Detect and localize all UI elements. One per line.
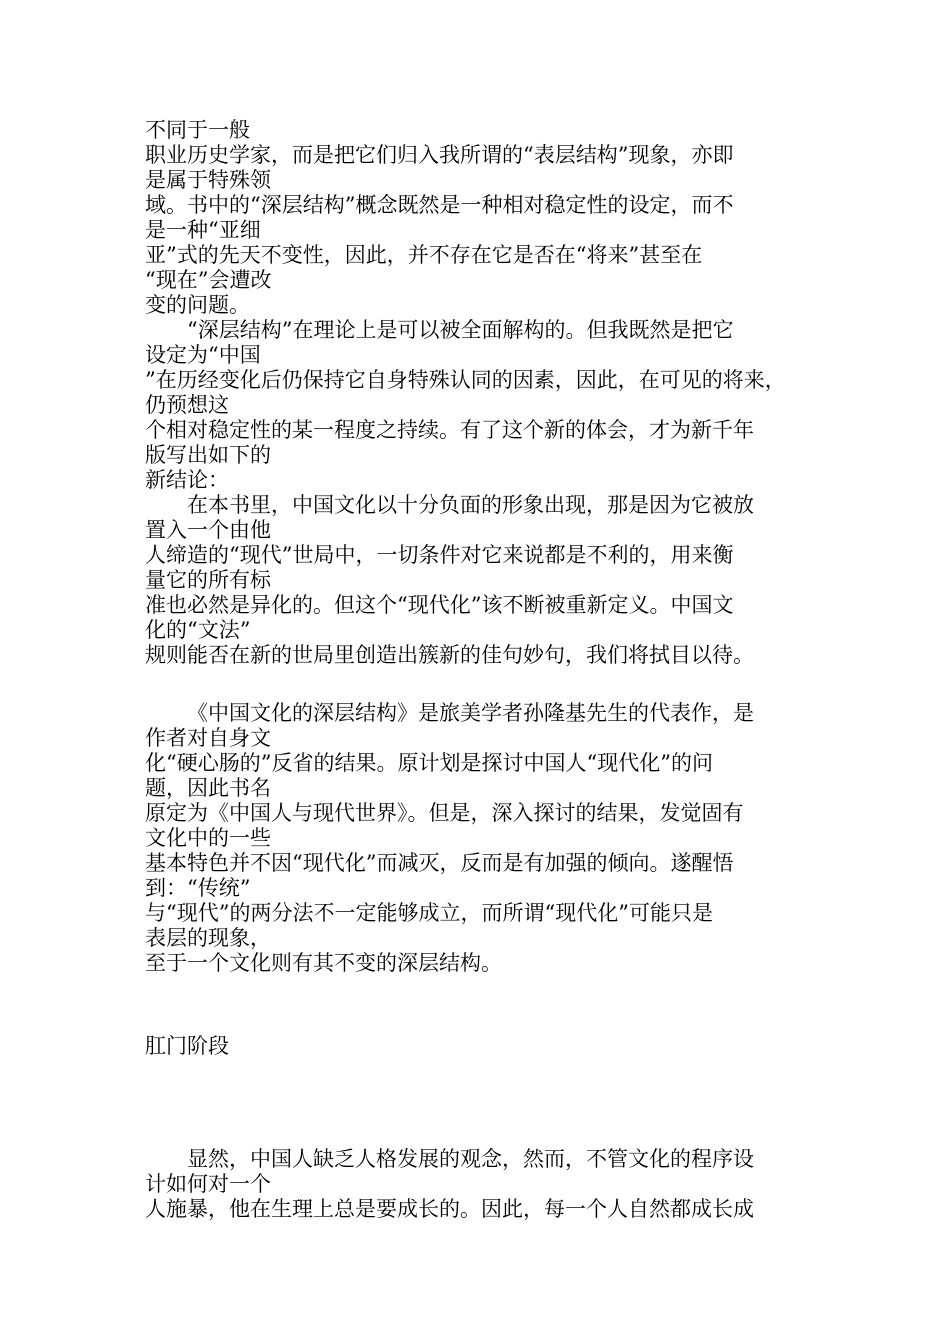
text-line: 不同于一般 <box>145 118 250 142</box>
text-line: “现在”会遭改 <box>145 268 272 292</box>
text-line: 计如何对一个 <box>145 1172 271 1196</box>
section-spacer <box>145 1059 845 1147</box>
paragraph-spacer <box>145 693 845 701</box>
paragraph-book-intro <box>145 701 845 976</box>
text-line: 规则能否在新的世局里创造出簇新的佳句妙句，我们将拭目以待。 <box>145 643 754 667</box>
text-line: 置入一个由他 <box>145 518 271 542</box>
text-line: 在本书里，中国文化以十分负面的形象出现，那是因为它被放 <box>187 493 754 517</box>
text-line: 至于一个文化则有其不变的深层结构。 <box>145 951 502 975</box>
text-line: 人施暴，他在生理上总是要成长的。因此，每一个人自然都成长成 <box>145 1197 754 1221</box>
text-line: 题，因此书名 <box>145 776 271 800</box>
paragraph-anal-stage <box>145 1147 845 1222</box>
text-line: 文化中的一些 <box>145 826 271 850</box>
text-line: 职业历史学家，而是把它们归入我所谓的“表层结构”现象，亦即 <box>145 143 734 167</box>
section-spacer <box>145 1026 845 1034</box>
text-line: 量它的所有标 <box>145 568 271 592</box>
text-line: 变的问题。 <box>145 293 250 317</box>
text-line: 显然，中国人缺乏人格发展的观念，然而，不管文化的程序设 <box>187 1147 754 1171</box>
text-line: 亚”式的先天不变性，因此，并不存在它是否在“将来”甚至在 <box>145 243 703 267</box>
text-line: 个相对稳定性的某一程度之持续。有了这个新的体会，才为新千年 <box>145 418 754 442</box>
text-line: “深层结构”在理论上是可以被全面解构的。但我既然是把它 <box>187 318 734 342</box>
text-line: 版写出如下的 <box>145 443 271 467</box>
text-line: 与“现代”的两分法不一定能够成立，而所谓“现代化”可能只是 <box>145 901 713 925</box>
paragraph-continuation <box>145 118 845 318</box>
text-line: 域。书中的“深层结构”概念既然是一种相对稳定性的设定，而不 <box>145 193 734 217</box>
text-line: 作者对自身文 <box>145 726 271 750</box>
section-spacer <box>145 976 845 1026</box>
text-line: 化的“文法” <box>145 618 251 642</box>
paragraph-new-conclusion <box>145 493 845 668</box>
text-line: 是一种“亚细 <box>145 218 261 242</box>
text-line: 《中国文化的深层结构》是旅美学者孙隆基先生的代表作，是 <box>187 701 754 725</box>
text-line: 人缔造的“现代”世局中，一切条件对它来说都是不利的，用来衡 <box>145 543 734 567</box>
text-line: 到：“传统” <box>145 876 251 900</box>
paragraph-spacer <box>145 668 845 693</box>
text-line: 仍预想这 <box>145 393 229 417</box>
text-line: 是属于特殊领 <box>145 168 271 192</box>
text-line: 设定为“中国 <box>145 343 261 367</box>
document-page <box>145 118 845 1222</box>
text-line: 化“硬心肠的”反省的结果。原计划是探讨中国人“现代化”的问 <box>145 751 713 775</box>
text-line: 原定为《中国人与现代世界》。但是，深入探讨的结果，发觉固有 <box>145 801 744 825</box>
text-line: 新结论： <box>145 468 229 492</box>
text-line: 表层的现象， <box>145 926 271 950</box>
text-line: ”在历经变化后仍保持它自身特殊认同的因素，因此，在可见的将来， <box>145 368 786 392</box>
paragraph-deep-structure <box>145 318 845 493</box>
section-heading: 肛门阶段 <box>145 1034 229 1058</box>
text-line: 准也必然是异化的。但这个“现代化”该不断被重新定义。中国文 <box>145 593 734 617</box>
text-line: 基本特色并不因“现代化”而减灭，反而是有加强的倾向。遂醒悟 <box>145 851 734 875</box>
